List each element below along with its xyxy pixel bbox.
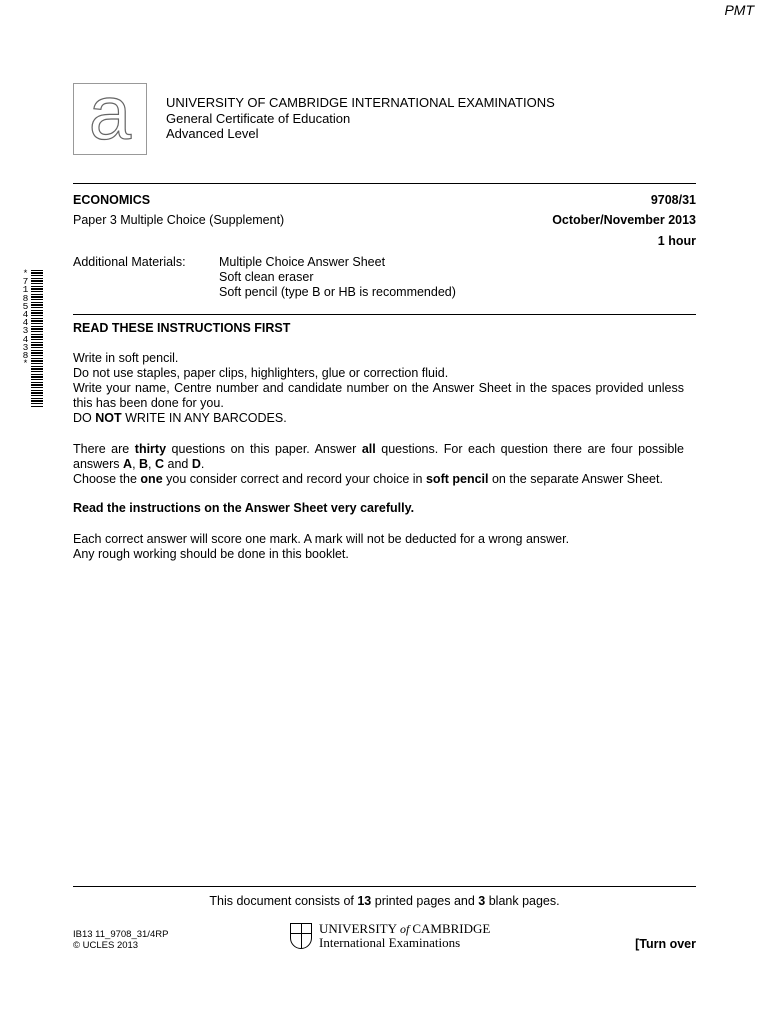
crest-icon [290, 923, 312, 949]
instruction-line: Any rough working should be done in this booklet. [73, 547, 349, 561]
barcode-digit: 5 [22, 300, 29, 312]
question-count-line: There are thirty questions on this paper. Answer all questions. For each question there are four possible answers A, B, C and D. [73, 442, 684, 471]
instructions-block-2 [73, 442, 684, 487]
subject-title: ECONOMICS [73, 193, 151, 207]
exam-board-logo [73, 71, 147, 156]
instructions-block-3 [73, 532, 684, 562]
barcode-bars [31, 270, 43, 408]
cambridge-logo [290, 922, 490, 950]
barcode-digit: 1 [22, 284, 29, 296]
instruction-line: Do not use staples, paper clips, highlighters, glue or correction fluid. [73, 366, 449, 380]
paper-title: Paper 3 Multiple Choice (Supplement) [73, 213, 285, 227]
materials-item: Multiple Choice Answer Sheet [219, 255, 386, 269]
instruction-line: Each correct answer will score one mark. A mark will not be deducted for a wrong answer. [73, 532, 570, 546]
barcode-digit: 4 [22, 309, 29, 321]
header-line-2: General Certificate of Education [166, 110, 351, 126]
divider-middle [73, 314, 696, 315]
barcode-digit: 3 [22, 341, 29, 353]
barcode-digit: * [22, 268, 29, 279]
document-reference [73, 929, 168, 951]
barcode-digit: 7 [22, 276, 29, 288]
document-header [166, 95, 555, 142]
instruction-line: Write in soft pencil. [73, 351, 179, 365]
cambridge-logo-line-1: UNIVERSITY of CAMBRIDGE [319, 921, 491, 936]
exam-session: October/November 2013 [552, 213, 696, 227]
barcode-digit: 3 [22, 325, 29, 337]
copyright: © UCLES 2013 [73, 940, 139, 951]
cambridge-logo-text [319, 922, 490, 950]
barcode-digit: * [22, 358, 29, 370]
instructions-heading: READ THESE INSTRUCTIONS FIRST [73, 321, 291, 335]
reference-code: IB13 11_9708_31/4RP [73, 929, 169, 940]
header-line-1: UNIVERSITY OF CAMBRIDGE INTERNATIONAL EXAMINATIONS [166, 95, 555, 110]
materials-item: Soft clean eraser [219, 270, 314, 284]
logo-letter: a [88, 71, 132, 156]
page-count-note: This document consists of 13 printed pages and 3 blank pages. [209, 894, 560, 908]
exam-duration: 1 hour [657, 234, 696, 248]
barcode-digit: 8 [22, 292, 29, 304]
divider-top [73, 183, 696, 184]
page-marker: PMT [724, 2, 754, 18]
cambridge-logo-line-2: International Examinations [319, 935, 461, 950]
candidate-barcode [21, 270, 43, 408]
materials-label: Additional Materials: [73, 255, 186, 269]
materials-item: Soft pencil (type B or HB is recommended) [219, 285, 456, 299]
turn-over-label: [Turn over [635, 937, 696, 951]
answer-sheet-notice: Read the instructions on the Answer Sheet very carefully. [73, 501, 415, 515]
barcode-digit: 8 [22, 350, 29, 362]
barcode-digits [21, 270, 30, 408]
barcode-warning: DO NOT WRITE IN ANY BARCODES. [73, 411, 287, 425]
divider-footer [73, 886, 696, 887]
instruction-line: Write your name, Centre number and candidate number on the Answer Sheet in the spaces provided unless this has been done for you. [73, 381, 684, 410]
paper-code: 9708/31 [650, 193, 696, 207]
instructions-block-1 [73, 351, 684, 426]
header-line-3: Advanced Level [166, 126, 259, 141]
barcode-digit: 4 [22, 333, 29, 345]
barcode-digit: 4 [22, 317, 29, 329]
choose-one-line: Choose the one you consider correct and record your choice in soft pencil on the separate Answer Sheet. [73, 472, 663, 486]
materials-list [219, 255, 456, 300]
